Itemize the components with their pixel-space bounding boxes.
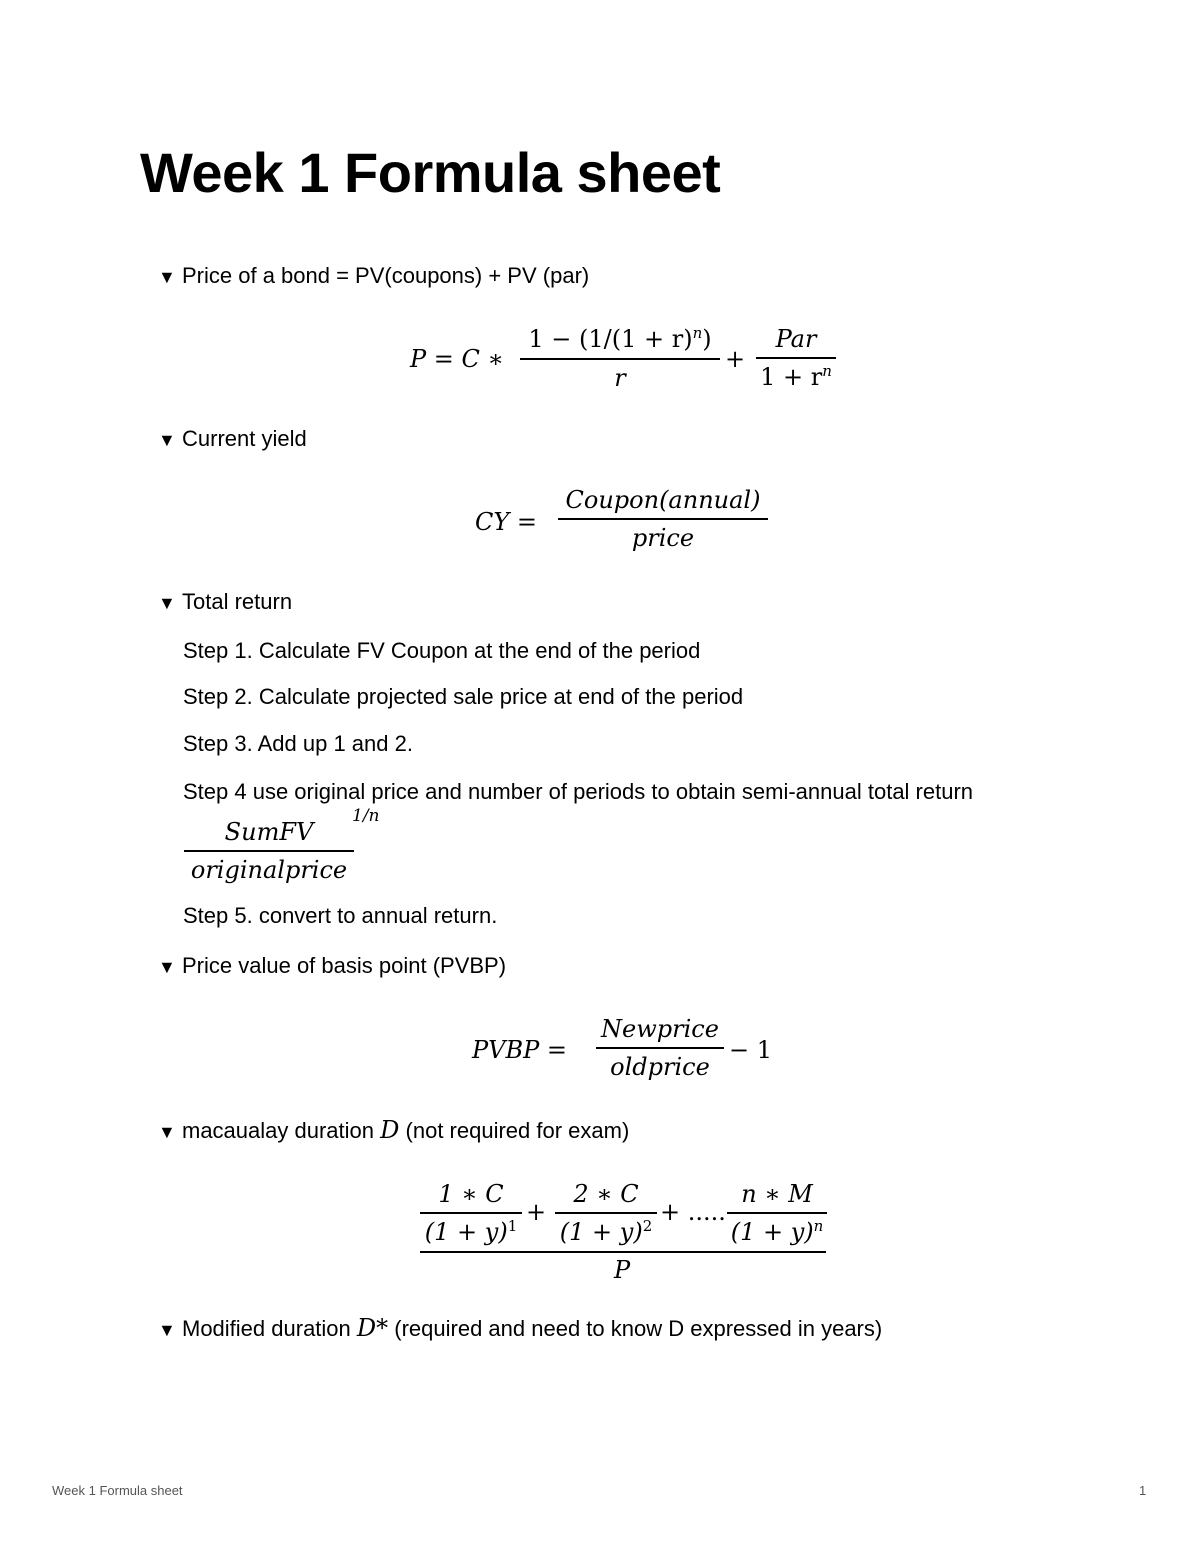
toggle-total-return[interactable] [158,591,292,613]
triangle-down-icon[interactable]: ▼ [158,1122,176,1142]
duration-symbol: D [380,1116,400,1144]
fraction-denominator: $1 + r^n$ [760,362,832,391]
fraction-bar [555,1212,657,1214]
toggle-price-of-bond[interactable] [158,265,589,287]
toggle-label: Modified duration [182,1316,351,1341]
triangle-down-icon[interactable]: ▼ [158,430,176,450]
fraction-numerator: n ∗ M [741,1180,813,1208]
formula-lhs: CY = [475,508,537,536]
fraction-denominator: $(1 + y)^n$ [730,1217,824,1246]
fraction-term-2 [555,1182,657,1244]
step-text: Step 1. Calculate FV Coupon at the end of the period [183,638,701,663]
main-fraction-bar [420,1251,826,1253]
toggle-label: Price value of basis point (PVBP) [182,953,507,978]
fraction-bar [756,357,836,359]
fraction-bar [596,1047,724,1049]
modified-duration-symbol: D* [356,1314,389,1342]
fraction-numerator: $1 - (1/(1 + r)^n)$ [528,324,712,353]
fraction-denominator: $(1 + y)^1$ [424,1217,518,1246]
toggle-label: Price of a bond = PV(coupons) + PV (par) [182,263,590,288]
triangle-down-icon[interactable]: ▼ [158,267,176,287]
triangle-down-icon[interactable]: ▼ [158,957,176,977]
fraction-bar [184,850,354,852]
fraction-term-1 [420,1182,522,1244]
step-text: Step 2. Calculate projected sale price at end of the period [183,684,744,709]
fraction-bar [558,518,768,520]
toggle-label: Current yield [182,426,307,451]
footer-title: Week 1 Formula sheet [52,1483,183,1498]
toggle-label-note: (required and need to know D expressed in years) [394,1316,883,1341]
toggle-current-yield[interactable] [158,428,307,450]
formula-lhs: P = C ∗ [410,345,504,373]
page-number: 1 [1139,1483,1147,1498]
page-title: Week 1 Formula sheet [140,141,721,204]
toggle-macaulay-duration[interactable] [158,1118,629,1142]
toggle-label: macaualay duration [182,1118,375,1143]
triangle-down-icon[interactable]: ▼ [158,1320,176,1340]
fraction-numerator: 1 ∗ C [438,1180,504,1208]
fraction-denominator: oldprice [610,1053,710,1081]
toggle-label: Total return [182,589,293,614]
toggle-modified-duration[interactable] [158,1316,882,1340]
formula-rhs: − 1 [729,1036,773,1064]
main-denominator: P [614,1256,631,1284]
fraction-denominator: r [614,364,626,392]
fraction-numerator: Par [775,325,817,353]
plus-sign: + [526,1198,547,1226]
step-text: Step 3. Add up 1 and 2. [183,731,413,756]
fraction-numerator: 2 ∗ C [573,1180,639,1208]
fraction-bar [727,1212,827,1214]
step-text: Step 5. convert to annual return. [183,903,498,928]
plus-ellipsis: + ..... [660,1198,726,1226]
fraction-denominator: $(1 + y)^2$ [559,1217,653,1246]
toggle-label-note: (not required for exam) [405,1118,630,1143]
fraction-term-n [727,1182,827,1244]
fraction-denominator: originalprice [190,856,348,884]
toggle-pvbp[interactable] [158,955,506,977]
fraction-denominator: price [631,524,695,552]
fraction-numerator: Newprice [601,1015,719,1043]
step-text: Step 4 use original price and number of periods to obtain semi-annual total return [183,779,974,804]
triangle-down-icon[interactable]: ▼ [158,593,176,613]
fraction-bar [520,358,720,360]
fraction-numerator: SumFV [224,818,314,846]
exponent: 1/n [352,806,380,826]
fraction-numerator: Coupon(annual) [565,486,761,514]
fraction-bar [420,1212,522,1214]
fraction-pvbp [596,1017,724,1079]
fraction-current-yield [558,488,768,550]
fraction-total-return [184,820,354,882]
plus-sign: + [725,345,746,373]
fraction-par [756,327,836,390]
fraction-coupon-annuity [520,324,720,392]
formula-lhs: PVBP = [472,1036,568,1064]
